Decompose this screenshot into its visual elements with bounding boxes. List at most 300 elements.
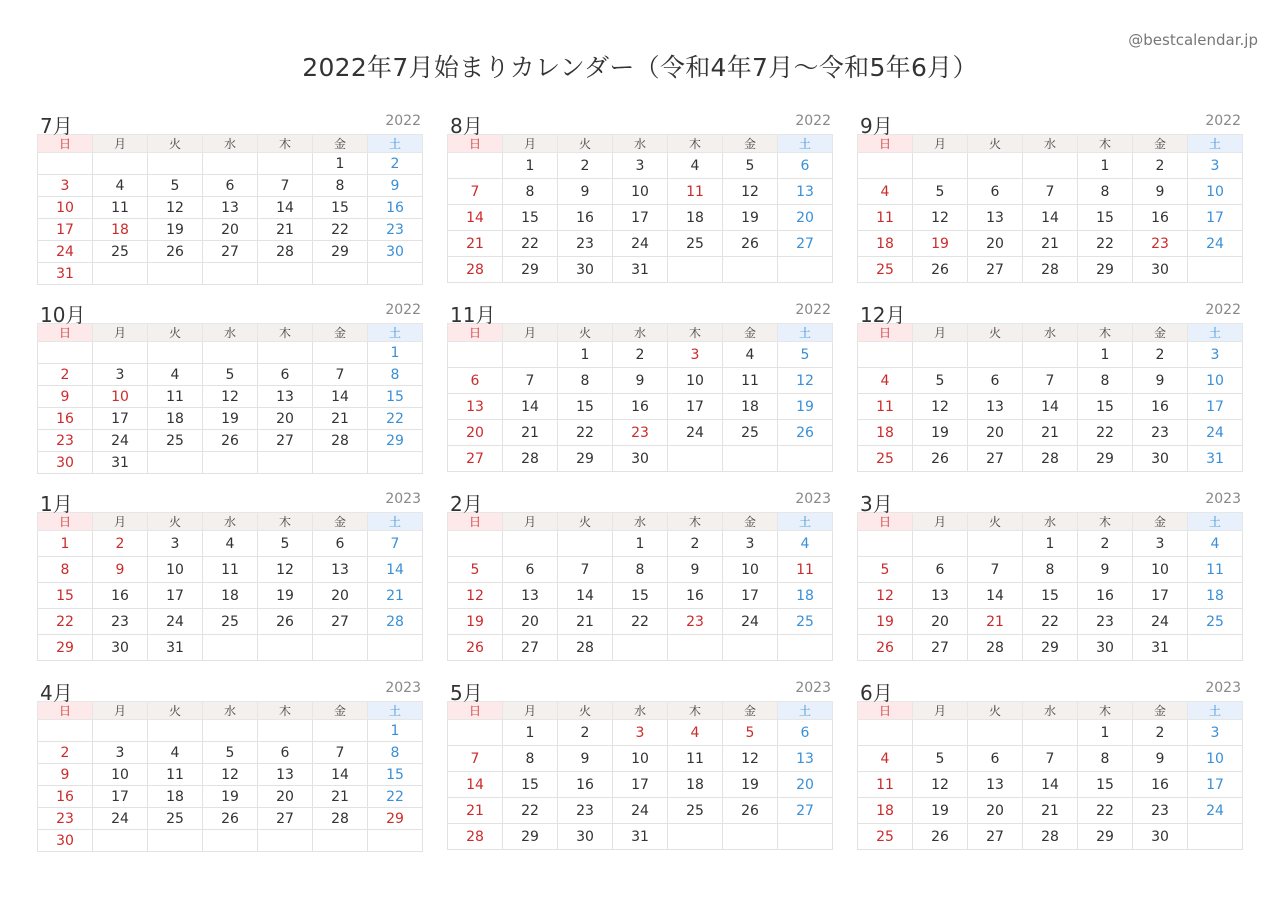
week-row — [858, 798, 1243, 824]
day-cell: 3 — [93, 742, 148, 764]
day-cell: 21 — [558, 609, 613, 635]
month-table — [37, 701, 423, 852]
empty-day-cell — [668, 446, 723, 472]
day-cell: 20 — [258, 786, 313, 808]
month-header — [857, 297, 1243, 327]
day-cell: 19 — [913, 798, 968, 824]
day-cell: 30 — [93, 635, 148, 661]
day-cell: 11 — [858, 394, 913, 420]
day-cell: 6 — [968, 368, 1023, 394]
weekday-header: 火 — [558, 324, 613, 342]
week-row — [448, 609, 833, 635]
day-cell: 5 — [913, 368, 968, 394]
month-header — [37, 675, 423, 705]
empty-day-cell — [778, 635, 833, 661]
weekday-header: 火 — [968, 513, 1023, 531]
year-label: 2022 — [385, 113, 421, 129]
day-cell: 16 — [38, 786, 93, 808]
day-cell: 7 — [258, 175, 313, 197]
week-row — [448, 257, 833, 283]
weekday-header-row — [448, 135, 833, 153]
day-cell: 23 — [558, 798, 613, 824]
day-cell: 2 — [38, 364, 93, 386]
week-row — [448, 205, 833, 231]
day-cell: 27 — [313, 609, 368, 635]
month-calendar — [37, 675, 423, 852]
empty-day-cell — [258, 635, 313, 661]
empty-day-cell — [1188, 257, 1243, 283]
weekday-header: 日 — [448, 513, 503, 531]
day-cell: 1 — [1078, 720, 1133, 746]
day-cell: 28 — [503, 446, 558, 472]
day-cell: 13 — [258, 386, 313, 408]
day-cell: 17 — [38, 219, 93, 241]
day-cell: 30 — [1133, 824, 1188, 850]
empty-day-cell — [148, 263, 203, 285]
day-cell: 13 — [503, 583, 558, 609]
weekday-header-row — [858, 513, 1243, 531]
week-row — [448, 368, 833, 394]
day-cell: 15 — [1078, 394, 1133, 420]
day-cell: 23 — [613, 420, 668, 446]
weekday-header: 土 — [368, 513, 423, 531]
day-cell: 22 — [38, 609, 93, 635]
day-cell: 13 — [778, 746, 833, 772]
week-row — [38, 342, 423, 364]
weekday-header: 土 — [368, 702, 423, 720]
day-cell: 18 — [93, 219, 148, 241]
day-cell: 14 — [503, 394, 558, 420]
day-cell: 3 — [613, 153, 668, 179]
day-cell: 14 — [368, 557, 423, 583]
weekday-header: 火 — [558, 513, 613, 531]
empty-day-cell — [778, 446, 833, 472]
day-cell: 24 — [613, 798, 668, 824]
day-cell: 17 — [93, 786, 148, 808]
day-cell: 28 — [313, 808, 368, 830]
day-cell: 13 — [778, 179, 833, 205]
weekday-header: 月 — [913, 513, 968, 531]
day-cell: 15 — [1078, 205, 1133, 231]
weekday-header: 火 — [148, 135, 203, 153]
day-cell: 2 — [93, 531, 148, 557]
day-cell: 5 — [148, 175, 203, 197]
week-row — [38, 583, 423, 609]
month-table — [37, 512, 423, 661]
weekday-header: 水 — [613, 135, 668, 153]
day-cell: 6 — [778, 720, 833, 746]
weekday-header: 火 — [148, 702, 203, 720]
weekday-header: 金 — [723, 324, 778, 342]
day-cell: 12 — [913, 772, 968, 798]
day-cell: 19 — [778, 394, 833, 420]
empty-day-cell — [258, 263, 313, 285]
month-table — [447, 701, 833, 850]
weekday-header: 水 — [1023, 324, 1078, 342]
day-cell: 28 — [1023, 824, 1078, 850]
week-row — [38, 153, 423, 175]
day-cell: 21 — [1023, 420, 1078, 446]
week-row — [448, 394, 833, 420]
empty-day-cell — [313, 342, 368, 364]
week-row — [38, 219, 423, 241]
weekday-header: 日 — [38, 135, 93, 153]
weekday-header: 金 — [313, 324, 368, 342]
week-row — [858, 635, 1243, 661]
empty-day-cell — [968, 153, 1023, 179]
day-cell: 11 — [778, 557, 833, 583]
day-cell: 15 — [1078, 772, 1133, 798]
day-cell: 10 — [1188, 746, 1243, 772]
weekday-header: 金 — [723, 135, 778, 153]
weekday-header: 水 — [613, 702, 668, 720]
weekday-header: 月 — [93, 513, 148, 531]
day-cell: 3 — [723, 531, 778, 557]
empty-day-cell — [968, 720, 1023, 746]
day-cell: 20 — [448, 420, 503, 446]
empty-day-cell — [258, 830, 313, 852]
day-cell: 12 — [723, 746, 778, 772]
weekday-header: 火 — [968, 702, 1023, 720]
day-cell: 26 — [723, 798, 778, 824]
day-cell: 30 — [613, 446, 668, 472]
day-cell: 3 — [613, 720, 668, 746]
empty-day-cell — [1023, 720, 1078, 746]
month-calendar — [447, 108, 833, 283]
weekday-header-row — [448, 513, 833, 531]
day-cell: 24 — [93, 430, 148, 452]
day-cell: 2 — [668, 531, 723, 557]
weekday-header: 木 — [668, 702, 723, 720]
day-cell: 21 — [368, 583, 423, 609]
month-calendar — [857, 675, 1243, 850]
day-cell: 7 — [313, 742, 368, 764]
empty-day-cell — [368, 830, 423, 852]
weekday-header: 金 — [723, 702, 778, 720]
weekday-header: 月 — [913, 324, 968, 342]
day-cell: 1 — [1078, 342, 1133, 368]
weekday-header: 月 — [503, 324, 558, 342]
day-cell: 22 — [503, 231, 558, 257]
day-cell: 9 — [1133, 368, 1188, 394]
month-label: 3月 — [860, 492, 893, 516]
day-cell: 17 — [1133, 583, 1188, 609]
weekday-header: 月 — [93, 702, 148, 720]
day-cell: 29 — [1023, 635, 1078, 661]
empty-day-cell — [668, 257, 723, 283]
day-cell: 8 — [503, 179, 558, 205]
empty-day-cell — [858, 342, 913, 368]
day-cell: 26 — [448, 635, 503, 661]
day-cell: 9 — [1133, 179, 1188, 205]
empty-day-cell — [313, 635, 368, 661]
day-cell: 10 — [1133, 557, 1188, 583]
day-cell: 18 — [858, 420, 913, 446]
weekday-header: 水 — [613, 513, 668, 531]
day-cell: 15 — [613, 583, 668, 609]
week-row — [858, 342, 1243, 368]
weekday-header: 土 — [778, 702, 833, 720]
day-cell: 2 — [558, 720, 613, 746]
day-cell: 29 — [368, 808, 423, 830]
month-label: 4月 — [40, 681, 73, 705]
day-cell: 24 — [723, 609, 778, 635]
day-cell: 26 — [858, 635, 913, 661]
day-cell: 8 — [1023, 557, 1078, 583]
empty-day-cell — [203, 720, 258, 742]
week-row — [38, 241, 423, 263]
day-cell: 15 — [503, 772, 558, 798]
empty-day-cell — [668, 635, 723, 661]
month-calendar — [37, 486, 423, 661]
day-cell: 24 — [93, 808, 148, 830]
empty-day-cell — [1188, 635, 1243, 661]
day-cell: 14 — [1023, 394, 1078, 420]
day-cell: 10 — [613, 179, 668, 205]
empty-day-cell — [203, 263, 258, 285]
day-cell: 1 — [1078, 153, 1133, 179]
month-label: 5月 — [450, 681, 483, 705]
day-cell: 5 — [723, 720, 778, 746]
year-label: 2023 — [385, 491, 421, 507]
day-cell: 20 — [778, 772, 833, 798]
day-cell: 16 — [1133, 772, 1188, 798]
week-row — [858, 720, 1243, 746]
day-cell: 12 — [258, 557, 313, 583]
day-cell: 14 — [558, 583, 613, 609]
day-cell: 29 — [558, 446, 613, 472]
day-cell: 21 — [1023, 231, 1078, 257]
weekday-header: 金 — [313, 513, 368, 531]
day-cell: 12 — [203, 386, 258, 408]
week-row — [448, 583, 833, 609]
empty-day-cell — [258, 720, 313, 742]
day-cell: 5 — [203, 742, 258, 764]
day-cell: 1 — [313, 153, 368, 175]
day-cell: 16 — [38, 408, 93, 430]
day-cell: 5 — [913, 746, 968, 772]
month-header — [857, 675, 1243, 705]
month-table — [37, 323, 423, 474]
weekday-header: 日 — [38, 513, 93, 531]
day-cell: 24 — [148, 609, 203, 635]
empty-day-cell — [448, 342, 503, 368]
day-cell: 12 — [148, 197, 203, 219]
week-row — [38, 430, 423, 452]
weekday-header-row — [448, 702, 833, 720]
day-cell: 18 — [668, 205, 723, 231]
day-cell: 19 — [203, 786, 258, 808]
day-cell: 10 — [723, 557, 778, 583]
empty-day-cell — [368, 452, 423, 474]
day-cell: 3 — [38, 175, 93, 197]
day-cell: 27 — [778, 798, 833, 824]
day-cell: 26 — [723, 231, 778, 257]
year-label: 2022 — [795, 113, 831, 129]
weekday-header: 土 — [778, 324, 833, 342]
day-cell: 19 — [858, 609, 913, 635]
day-cell: 31 — [1133, 635, 1188, 661]
day-cell: 12 — [723, 179, 778, 205]
month-header — [857, 486, 1243, 516]
day-cell: 26 — [778, 420, 833, 446]
empty-day-cell — [258, 153, 313, 175]
day-cell: 16 — [1133, 394, 1188, 420]
day-cell: 30 — [1078, 635, 1133, 661]
month-header — [447, 297, 833, 327]
day-cell: 8 — [368, 742, 423, 764]
week-row — [858, 231, 1243, 257]
weekday-header: 木 — [668, 135, 723, 153]
week-row — [38, 742, 423, 764]
day-cell: 27 — [503, 635, 558, 661]
month-table — [447, 512, 833, 661]
weekday-header: 木 — [258, 324, 313, 342]
empty-day-cell — [148, 452, 203, 474]
weekday-header: 土 — [1188, 324, 1243, 342]
week-row — [38, 531, 423, 557]
empty-day-cell — [368, 263, 423, 285]
day-cell: 6 — [203, 175, 258, 197]
day-cell: 13 — [968, 772, 1023, 798]
day-cell: 11 — [93, 197, 148, 219]
empty-day-cell — [858, 153, 913, 179]
day-cell: 17 — [1188, 205, 1243, 231]
day-cell: 23 — [38, 808, 93, 830]
empty-day-cell — [1023, 153, 1078, 179]
weekday-header-row — [858, 324, 1243, 342]
day-cell: 18 — [778, 583, 833, 609]
month-header — [857, 108, 1243, 138]
empty-day-cell — [368, 635, 423, 661]
empty-day-cell — [1188, 824, 1243, 850]
day-cell: 9 — [93, 557, 148, 583]
empty-day-cell — [448, 720, 503, 746]
day-cell: 24 — [1188, 798, 1243, 824]
day-cell: 29 — [313, 241, 368, 263]
empty-day-cell — [203, 830, 258, 852]
month-table — [857, 323, 1243, 472]
day-cell: 23 — [558, 231, 613, 257]
day-cell: 10 — [38, 197, 93, 219]
day-cell: 30 — [1133, 257, 1188, 283]
weekday-header-row — [38, 135, 423, 153]
week-row — [448, 772, 833, 798]
day-cell: 29 — [368, 430, 423, 452]
weekday-header: 水 — [1023, 135, 1078, 153]
week-row — [858, 446, 1243, 472]
day-cell: 4 — [148, 742, 203, 764]
day-cell: 28 — [368, 609, 423, 635]
day-cell: 13 — [448, 394, 503, 420]
day-cell: 21 — [313, 786, 368, 808]
week-row — [448, 420, 833, 446]
year-label: 2022 — [795, 302, 831, 318]
day-cell: 4 — [1188, 531, 1243, 557]
weekday-header: 月 — [913, 702, 968, 720]
day-cell: 18 — [148, 408, 203, 430]
day-cell: 28 — [1023, 446, 1078, 472]
weekday-header: 木 — [668, 324, 723, 342]
week-row — [448, 824, 833, 850]
week-row — [38, 386, 423, 408]
day-cell: 16 — [1133, 205, 1188, 231]
week-row — [858, 746, 1243, 772]
day-cell: 11 — [148, 764, 203, 786]
day-cell: 25 — [93, 241, 148, 263]
week-row — [858, 531, 1243, 557]
empty-day-cell — [148, 720, 203, 742]
day-cell: 11 — [858, 772, 913, 798]
day-cell: 31 — [93, 452, 148, 474]
day-cell: 4 — [668, 153, 723, 179]
day-cell: 23 — [368, 219, 423, 241]
day-cell: 10 — [148, 557, 203, 583]
day-cell: 15 — [368, 764, 423, 786]
day-cell: 17 — [613, 772, 668, 798]
weekday-header: 金 — [1133, 702, 1188, 720]
day-cell: 19 — [913, 231, 968, 257]
day-cell: 23 — [1133, 798, 1188, 824]
day-cell: 25 — [668, 231, 723, 257]
day-cell: 23 — [38, 430, 93, 452]
month-label: 11月 — [450, 303, 496, 327]
empty-day-cell — [858, 720, 913, 746]
day-cell: 30 — [558, 824, 613, 850]
weekday-header: 土 — [368, 324, 423, 342]
weekday-header-row — [858, 702, 1243, 720]
week-row — [38, 452, 423, 474]
empty-day-cell — [258, 452, 313, 474]
day-cell: 28 — [558, 635, 613, 661]
day-cell: 20 — [968, 798, 1023, 824]
weekday-header: 木 — [668, 513, 723, 531]
day-cell: 2 — [1133, 342, 1188, 368]
month-table — [447, 134, 833, 283]
day-cell: 11 — [668, 746, 723, 772]
day-cell: 4 — [93, 175, 148, 197]
day-cell: 11 — [668, 179, 723, 205]
day-cell: 4 — [148, 364, 203, 386]
weekday-header: 日 — [38, 324, 93, 342]
weekday-header: 金 — [1133, 135, 1188, 153]
day-cell: 23 — [1133, 420, 1188, 446]
day-cell: 22 — [1078, 420, 1133, 446]
day-cell: 17 — [93, 408, 148, 430]
day-cell: 1 — [368, 720, 423, 742]
day-cell: 24 — [1133, 609, 1188, 635]
week-row — [858, 609, 1243, 635]
day-cell: 8 — [368, 364, 423, 386]
week-row — [448, 557, 833, 583]
month-calendar — [857, 108, 1243, 283]
day-cell: 27 — [258, 430, 313, 452]
year-label: 2022 — [1205, 302, 1241, 318]
day-cell: 5 — [258, 531, 313, 557]
month-header — [447, 486, 833, 516]
empty-day-cell — [913, 342, 968, 368]
day-cell: 23 — [1078, 609, 1133, 635]
day-cell: 3 — [93, 364, 148, 386]
day-cell: 28 — [448, 824, 503, 850]
day-cell: 8 — [313, 175, 368, 197]
day-cell: 9 — [38, 386, 93, 408]
day-cell: 25 — [1188, 609, 1243, 635]
day-cell: 12 — [778, 368, 833, 394]
weekday-header-row — [858, 135, 1243, 153]
day-cell: 1 — [368, 342, 423, 364]
day-cell: 9 — [668, 557, 723, 583]
